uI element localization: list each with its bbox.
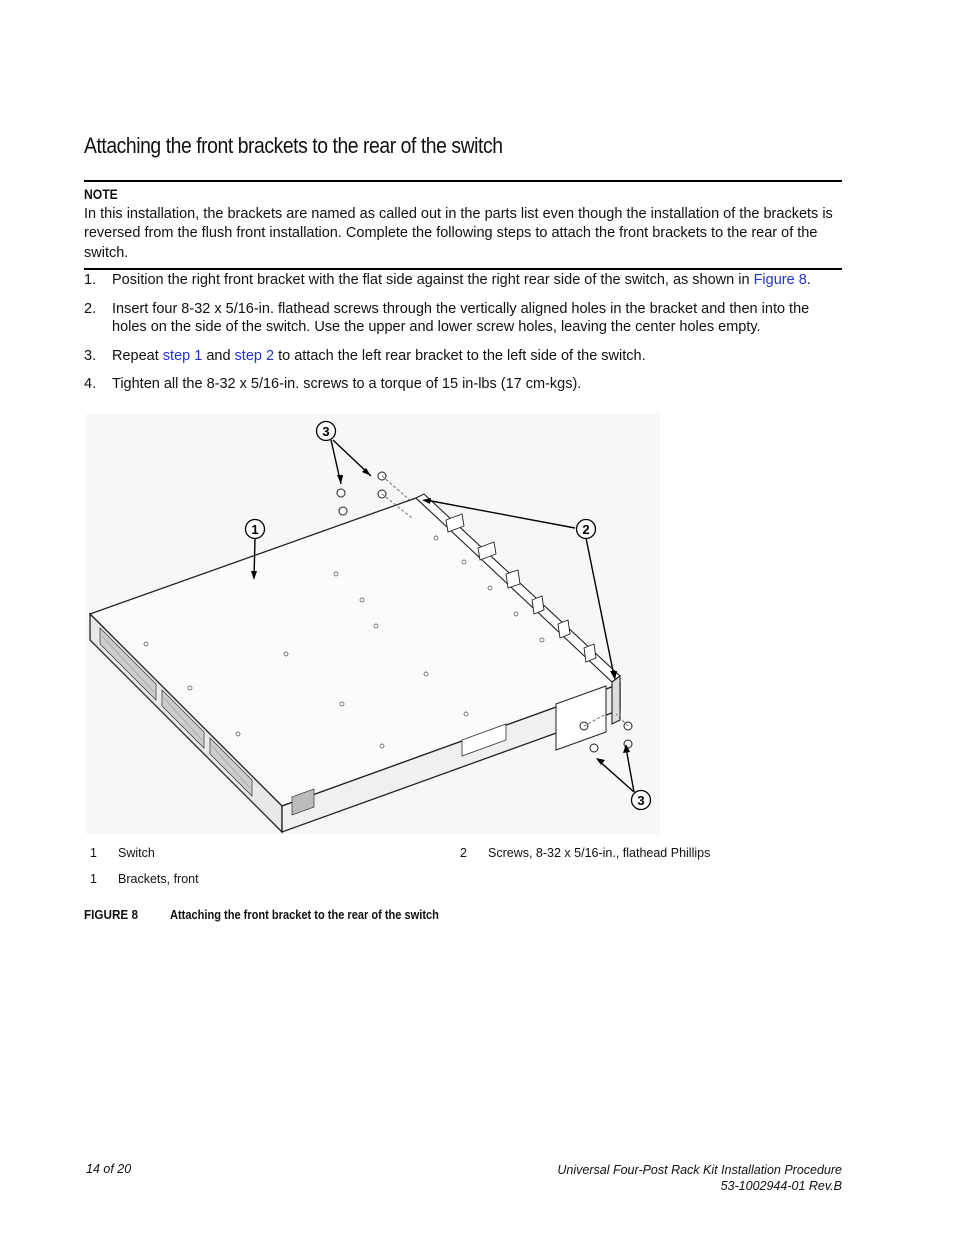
step-number: 2.	[84, 300, 97, 317]
step-2-link[interactable]: step 2	[234, 347, 275, 364]
legend-num: 1	[90, 846, 97, 860]
step-item	[84, 300, 844, 337]
callout-1	[246, 520, 265, 539]
step-1-link[interactable]: step 1	[162, 347, 203, 364]
doc-number: 53-1002944-01 Rev.B	[720, 1179, 842, 1193]
legend-label: Brackets, front	[118, 872, 199, 886]
legend-num: 1	[90, 872, 97, 886]
step-item	[84, 271, 844, 290]
step-text: Insert four 8-32 x 5/16-in. flathead screws through the vertically aligned holes in the bracket and then into the holes on the side of the switch. Use the upper and lower screw holes, leaving the center holes empty.	[112, 300, 810, 335]
legend-label: Screws, 8-32 x 5/16-in., flathead Phillips	[488, 846, 711, 860]
legend-num: 2	[460, 846, 467, 860]
step-text: Tighten all the 8-32 x 5/16-in. screws to a torque of 15 in-lbs (17 cm-kgs).	[112, 376, 582, 392]
section-heading: Attaching the front brackets to the rear of the switch	[84, 133, 503, 158]
step-text-end: .	[806, 272, 811, 288]
step-text: Repeat	[112, 347, 163, 364]
step-item	[84, 347, 844, 366]
step-number: 1.	[84, 272, 97, 288]
svg-text:2: 2	[582, 522, 590, 537]
page-number: 14 of 20	[86, 1162, 132, 1176]
svg-text:3: 3	[637, 793, 645, 808]
svg-text:3: 3	[322, 424, 330, 439]
figure-8-link[interactable]: Figure 8	[753, 272, 807, 288]
step-number: 4.	[84, 376, 97, 392]
note-text: In this installation, the brackets are named as called out in the parts list even though the installation of the brackets is reversed from the flush front installation. Complete the following steps to attach the front brackets to the rear of the switch.	[84, 205, 833, 261]
bracket-flange	[612, 676, 620, 724]
step-text-end: to attach the left rear bracket to the left side of the switch.	[274, 347, 646, 364]
callout-3-top	[317, 422, 336, 441]
callout-2	[577, 520, 596, 539]
figure-title: Attaching the front bracket to the rear of the switch	[169, 907, 439, 922]
note-label: NOTE	[84, 187, 118, 202]
note-box	[84, 180, 842, 270]
legend-label: Switch	[118, 846, 155, 860]
step-item	[84, 375, 844, 394]
svg-text:1: 1	[251, 522, 259, 537]
step-list	[84, 271, 844, 404]
figure-caption	[84, 907, 486, 922]
footer-doc-info	[557, 1162, 842, 1194]
switch-bracket-illustration	[86, 414, 660, 834]
doc-title: Universal Four-Post Rack Kit Installation Procedure	[557, 1163, 842, 1177]
figure-label: FIGURE 8	[84, 907, 138, 922]
step-number: 3.	[84, 347, 97, 364]
step-text: Position the right front bracket with the flat side against the right rear side of the switch, as shown in	[112, 272, 754, 288]
callout-3-bottom	[632, 791, 651, 810]
step-text-mid: and	[202, 347, 235, 364]
